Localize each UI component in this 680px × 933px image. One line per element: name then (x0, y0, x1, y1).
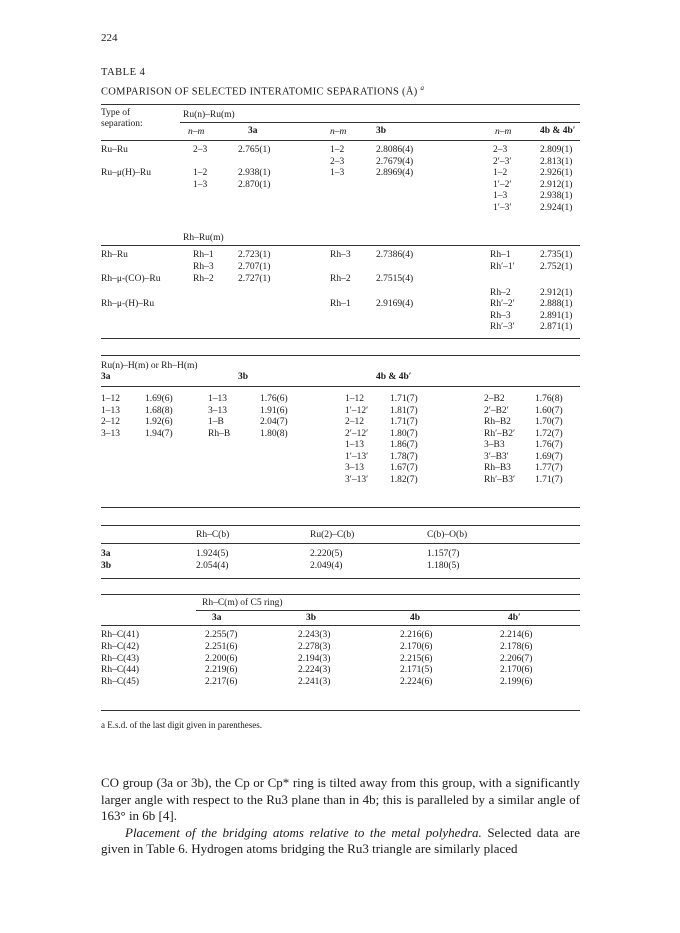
table-cell: 1.76(8) (535, 394, 563, 404)
table-cell: Rh′–B3′ (484, 474, 516, 485)
col-head-4b: 4b & 4b′ (540, 126, 576, 136)
table-cell: 1–12 (345, 394, 364, 404)
table-cell: 2.170(6) (400, 641, 433, 652)
rule-section-end (101, 578, 580, 579)
row-label: Rh–C(41) (101, 630, 139, 640)
table-cell: Rh–2 (490, 288, 511, 298)
col-head-3b: 3b (306, 613, 317, 623)
table-label: TABLE 4 (101, 67, 146, 78)
row-label: Rh–C(44) (101, 665, 139, 676)
nm-head: n–m (188, 127, 205, 137)
table-cell: Rh–B (208, 428, 231, 439)
page-number: 224 (101, 32, 118, 44)
table-cell: 1.71(7) (390, 417, 418, 427)
rule-head (101, 140, 580, 141)
row-label: Rh–C(42) (101, 641, 139, 652)
table-cell: 2.707(1) (238, 262, 271, 272)
table-cell: Rh–1 (490, 250, 511, 260)
table-cell: 1.81(7) (390, 405, 418, 416)
table-cell: 2–12 (345, 417, 364, 427)
type-of-separation-label: separation: (101, 119, 143, 129)
table-cell: 2′–3′ (493, 156, 512, 167)
table-cell: 1′–13′ (345, 451, 369, 462)
col-head-3b: 3b (238, 372, 249, 382)
table-cell: 1.91(6) (260, 405, 288, 416)
table-cell: 2.215(6) (400, 653, 433, 664)
group-head-ru-h: Ru(n)–H(m) or Rh–H(m) (101, 361, 198, 371)
table-cell: 1′–12′ (345, 405, 369, 416)
table-cell: 1.92(6) (145, 417, 173, 427)
rule-section-end (101, 338, 580, 339)
table-cell: 2′–12′ (345, 428, 369, 439)
table-cell: 2.752(1) (540, 262, 573, 272)
table-cell: 3′–13′ (345, 474, 369, 485)
col-head-4bp: 4b′ (508, 613, 521, 623)
rule-section-end (101, 507, 580, 508)
table-cell: 2.938(1) (238, 168, 271, 178)
table-cell: 2.765(1) (238, 145, 271, 155)
table-cell: 1.86(7) (390, 440, 418, 450)
rule-top (101, 104, 580, 105)
table-cell: 3–13 (101, 428, 120, 439)
table-cell: 2.219(6) (205, 665, 238, 676)
table-cell: Rh–3 (193, 262, 214, 272)
table-cell: 1.77(7) (535, 463, 563, 473)
table-cell: Rh–3 (330, 250, 351, 260)
table-cell: 1–3 (193, 179, 208, 190)
table-cell: 1.69(6) (145, 394, 173, 404)
table-cell: 1–12 (101, 394, 120, 404)
col-head-3b: 3b (376, 126, 387, 136)
table-cell: 1′–3′ (493, 202, 512, 213)
table-cell: 1.69(7) (535, 451, 563, 462)
row-label: 3b (101, 561, 112, 571)
table-cell: 2.809(1) (540, 145, 573, 155)
table-caption: COMPARISON OF SELECTED INTERATOMIC SEPARATIONS (Å) $^a$ (101, 84, 425, 98)
table-cell: 2.278(3) (298, 641, 331, 652)
table-cell: 2.9169(4) (376, 299, 414, 309)
table-cell: 2–3 (330, 156, 345, 167)
rule-top (101, 594, 580, 595)
table-cell: Rh–3 (490, 311, 511, 321)
col-head-3a: 3a (212, 613, 222, 623)
table-cell: 1′–2′ (493, 179, 512, 190)
group-head-rh-c-ring: Rh–C(m) of C5 ring) (202, 598, 283, 608)
table-cell: 2.200(6) (205, 653, 238, 664)
rule-table-end (101, 710, 580, 711)
table-cell: 1.67(7) (390, 463, 418, 473)
table-cell: 1.70(7) (535, 417, 563, 427)
table-cell: 1.76(7) (535, 440, 563, 450)
row-label: Rh–C(45) (101, 677, 139, 688)
table-cell: 1–2 (493, 168, 508, 178)
table-cell: 2.251(6) (205, 641, 238, 652)
table-cell: 2–12 (101, 417, 120, 427)
rule-group (196, 610, 580, 611)
col-head-3a: 3a (101, 372, 111, 382)
group-head-ru-ru: Ru(n)–Ru(m) (183, 110, 235, 120)
body-text (101, 775, 580, 858)
table-cell: Rh′–3′ (490, 322, 515, 332)
table-cell: 2.813(1) (540, 156, 573, 167)
group-head-rh-ru: Rh–Ru(m) (183, 233, 224, 243)
table-cell: Rh′–1′ (490, 262, 515, 272)
table-cell: 2.171(5) (400, 665, 433, 676)
row-label: 3a (101, 549, 111, 559)
rule-head (101, 543, 580, 544)
table-cell: 2–3 (193, 145, 208, 155)
table-cell: Rh–2 (330, 274, 351, 284)
rule-top (101, 525, 580, 526)
row-label: Rh–μ-(H)–Ru (101, 299, 155, 309)
table-cell: 1.82(7) (390, 474, 418, 485)
table-cell: 3–13 (208, 405, 227, 416)
table-cell: 2.243(3) (298, 630, 331, 640)
row-label: Ru–Ru (101, 145, 128, 155)
table-cell: 2.194(3) (298, 653, 331, 664)
table-cell: 2.178(6) (500, 641, 533, 652)
table-cell: 2.241(3) (298, 677, 331, 688)
table-cell: 2.871(1) (540, 322, 573, 332)
table-cell: 1–B (208, 417, 224, 427)
table-cell: 2.912(1) (540, 288, 573, 298)
table-cell: Rh–1 (330, 299, 351, 309)
table-cell: 2.054(4) (196, 561, 229, 571)
table-cell: 1.60(7) (535, 405, 563, 416)
nm-head: n–m (330, 127, 347, 137)
table-cell: 2.891(1) (540, 311, 573, 321)
type-of-separation-label: Type of (101, 108, 131, 118)
table-cell: 3′–B3′ (484, 451, 509, 462)
table-cell: 2.199(6) (500, 677, 533, 688)
table-cell: 2.206(7) (500, 653, 533, 664)
table-cell: 1.76(6) (260, 394, 288, 404)
table-cell: 2.8086(4) (376, 145, 414, 155)
table-cell: 1.72(7) (535, 428, 563, 439)
table-cell: 1–13 (208, 394, 227, 404)
table-cell: 2.7515(4) (376, 274, 414, 284)
table-cell: 2.216(6) (400, 630, 433, 640)
row-label: Rh–C(43) (101, 653, 139, 664)
table-cell: 1.71(7) (535, 474, 563, 485)
table-cell: 3–13 (345, 463, 364, 473)
table-cell: 2.214(6) (500, 630, 533, 640)
table-cell: 2–B2 (484, 394, 505, 404)
rule-group (180, 122, 580, 123)
table-cell: 1–2 (193, 168, 208, 178)
row-label: Ru–μ(H)–Ru (101, 168, 151, 178)
table-cell: 2.870(1) (238, 179, 271, 190)
table-cell: 1–3 (493, 191, 508, 201)
table-cell: 2.04(7) (260, 417, 288, 427)
table-cell: 2.7679(4) (376, 156, 414, 167)
table-cell: 2.926(1) (540, 168, 573, 178)
paragraph-2: Placement of the bridging atoms relative to the metal polyhedra. Selected data are given in Table 6. Hydrogen atoms bridging the Ru3 triangle are similarly placed (101, 824, 580, 856)
table-cell: 2.727(1) (238, 274, 271, 284)
table-cell: 1–13 (345, 440, 364, 450)
table-cell: 2.224(6) (400, 677, 433, 688)
col-head-cb-ob: C(b)–O(b) (427, 530, 468, 540)
table-cell: 1.78(7) (390, 451, 418, 462)
table-cell: 2.7386(4) (376, 250, 414, 260)
rule-head (101, 386, 580, 387)
col-head-4b: 4b & 4b′ (376, 372, 412, 382)
table-cell: 1.180(5) (427, 561, 460, 571)
table-cell: 2.255(7) (205, 630, 238, 640)
table-cell: 1.80(8) (260, 428, 288, 439)
row-label: Rh–μ-(CO)–Ru (101, 274, 161, 284)
table-cell: 3–B3 (484, 440, 505, 450)
table-cell: 1–13 (101, 405, 120, 416)
table-cell: 2.723(1) (238, 250, 271, 260)
table-cell: 2.938(1) (540, 191, 573, 201)
rule-head (101, 245, 580, 246)
table-cell: 2.220(5) (310, 549, 343, 559)
table-cell: 2.217(6) (205, 677, 238, 688)
table-cell: Rh–B3 (484, 463, 511, 473)
table-footnote: a E.s.d. of the last digit given in parentheses. (101, 720, 262, 730)
table-cell: 2.8969(4) (376, 168, 414, 178)
row-label: Rh–Ru (101, 250, 128, 260)
table-cell: 2′–B2′ (484, 405, 509, 416)
table-cell: 2.735(1) (540, 250, 573, 260)
table-cell: 2.888(1) (540, 299, 573, 309)
table-cell: 1–3 (330, 168, 345, 178)
table-cell: 1.68(8) (145, 405, 173, 416)
table-cell: 1.80(7) (390, 428, 418, 439)
table-cell: 1.71(7) (390, 394, 418, 404)
table-cell: 1.924(5) (196, 549, 229, 559)
table-cell: 2–3 (493, 145, 508, 155)
col-head-4b: 4b (410, 613, 421, 623)
rule-head (101, 625, 580, 626)
paragraph-1: CO group (3a or 3b), the Cp or Cp* ring is tilted away from this group, with a significantly larger angle with respect to the Ru3 plane than in 4b; this is paralleled by a similar angle of 163° in 6b [4]. (101, 775, 580, 823)
table-cell: 1–2 (330, 145, 345, 155)
table-cell: Rh–B2 (484, 417, 511, 427)
table-cell: Rh′–2′ (490, 299, 515, 309)
table-cell: 1.94(7) (145, 428, 173, 439)
col-head-ru2-cb: Ru(2)–C(b) (310, 530, 355, 540)
table-cell: Rh–2 (193, 274, 214, 284)
table-cell: Rh–1 (193, 250, 214, 260)
col-head-3a: 3a (248, 126, 258, 136)
table-cell: 2.924(1) (540, 202, 573, 213)
table-cell: 2.170(6) (500, 665, 533, 676)
table-cell: 2.224(3) (298, 665, 331, 676)
nm-head: n–m (495, 127, 512, 137)
table-cell: 2.049(4) (310, 561, 343, 571)
rule-top (101, 355, 580, 356)
table-cell: Rh′–B2′ (484, 428, 516, 439)
col-head-rh-cb: Rh–C(b) (196, 530, 230, 540)
table-cell: 2.912(1) (540, 179, 573, 190)
table-cell: 1.157(7) (427, 549, 460, 559)
